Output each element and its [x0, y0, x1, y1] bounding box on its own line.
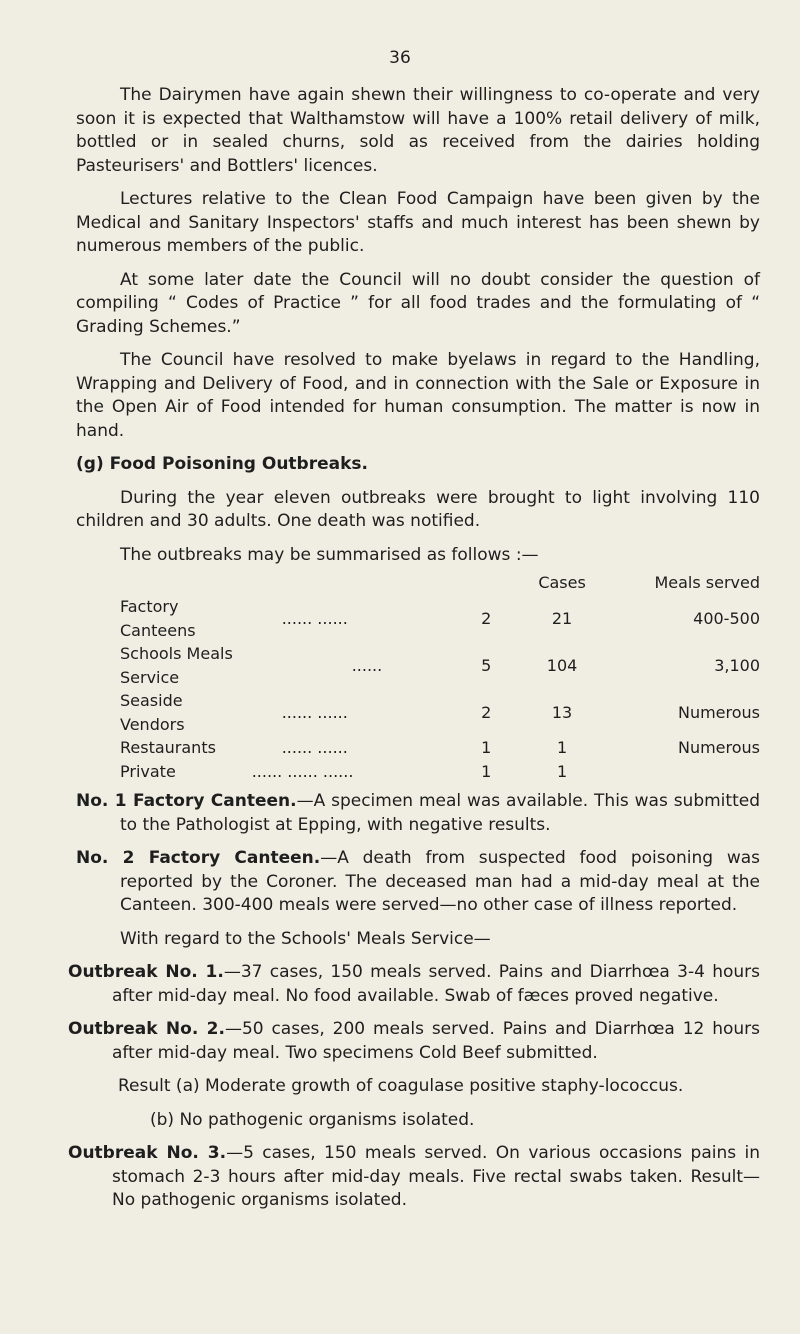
outbreaks-table [76, 571, 760, 784]
outbreak-3 [68, 1142, 760, 1213]
outbreak-label: Outbreak No. 2. [68, 1019, 225, 1039]
row-count: 2 [481, 702, 492, 722]
page-body [68, 84, 761, 1223]
row-name: Factory Canteens [120, 597, 196, 640]
note-label: No. 2 Factory Canteen. [76, 848, 321, 868]
table-row [76, 595, 760, 642]
row-count: 5 [481, 655, 492, 675]
header-meals-served: Meals served [654, 573, 760, 593]
row-meals: Numerous [677, 738, 760, 758]
row-count: 1 [481, 762, 492, 782]
table-row [76, 760, 760, 784]
note-factory-canteen-1 [76, 790, 760, 837]
outbreak-2 [68, 1018, 760, 1065]
row-cases: 104 [546, 655, 578, 675]
paragraph-schools-intro: With regard to the Schools' Meals Service— [120, 928, 491, 949]
table-row [76, 642, 760, 689]
row-meals: 400-500 [693, 608, 760, 628]
row-dots: ...... ...... [281, 608, 348, 628]
result-a: Result (a) Moderate growth of coagulase positive staphy-lococcus. [118, 1076, 684, 1096]
page-number: 36 [389, 48, 411, 68]
note-factory-canteen-2 [76, 847, 760, 918]
row-name: Private [120, 762, 176, 782]
result-b: (b) No pathogenic organisms isolated. [150, 1109, 475, 1130]
row-dots: ...... ...... [281, 702, 348, 722]
header-cases: Cases [538, 573, 586, 593]
paragraph-lectures: Lectures relative to the Clean Food Campaign have been given by the Medical and Sanitary Inspectors' staffs and much interest has been shewn by numerous members of the public. [76, 189, 760, 256]
row-dots: ...... [351, 655, 383, 675]
note-text: —A specimen meal was available. This was submitted to the Pathologist at Epping, with negative results. [120, 791, 760, 835]
row-dots: ...... ...... ...... [251, 762, 354, 782]
row-dots: ...... ...... [281, 738, 348, 758]
row-count: 1 [481, 738, 492, 758]
table-row [76, 736, 760, 760]
row-name: Seaside Vendors [120, 691, 185, 734]
outbreak-text: —5 cases, 150 meals served. On various occasions pains in stomach 2-3 hours after mid-day meals. Five rectal swabs taken. Result—No pathogenic organisms isolated. [112, 1143, 761, 1210]
row-meals: Numerous [677, 702, 760, 722]
paragraph-outbreaks-summary: During the year eleven outbreaks were brought to light involving 110 children and 30 adults. One death was notified. [76, 487, 760, 531]
section-heading: (g) Food Poisoning Outbreaks. [76, 454, 368, 474]
table-header-row [76, 571, 760, 595]
row-meals: 3,100 [714, 655, 760, 675]
row-name: Restaurants [120, 738, 216, 758]
paragraph-byelaws: The Council have resolved to make byelaws in regard to the Handling, Wrapping and Delivery of Food, and in connection with the Sale or Exposure in the Open Air of Food intended for human consumption. The matter is now in hand. [76, 350, 760, 441]
row-cases: 21 [551, 608, 573, 628]
paragraph-dairymen: The Dairymen have again shewn their willingness to co-operate and very soon it is expected that Walthamstow will have a 100% retail delivery of milk, bottled or in sealed churns, sold as received from the dairies holding Pasteurisers' and Bottlers' licences. [76, 85, 760, 176]
note-label: No. 1 Factory Canteen. [76, 791, 297, 811]
outbreak-text: —37 cases, 150 meals served. Pains and Diarrhœa 3-4 hours after mid-day meal. No food available. Swab of fæces proved negative. [112, 962, 760, 1006]
row-meals [606, 760, 760, 784]
row-cases: 1 [556, 762, 568, 782]
outbreak-label: Outbreak No. 1. [68, 962, 224, 982]
outbreak-label: Outbreak No. 3. [68, 1143, 227, 1163]
note-text: —A death from suspected food poisoning was reported by the Coroner. The deceased man had a mid-day meal at the Canteen. 300-400 meals were served—no other case of illness reported. [120, 848, 760, 915]
paragraph-table-intro: The outbreaks may be summarised as follows :— [120, 544, 539, 565]
row-name: Schools Meals Service [120, 644, 233, 687]
outbreak-1 [68, 961, 760, 1008]
row-count: 2 [481, 608, 492, 628]
paragraph-codes-of-practice: At some later date the Council will no doubt consider the question of compiling “ Codes of Practice ” for all food trades and the formulating of “ Grading Schemes.” [76, 269, 760, 337]
outbreak-text: —50 cases, 200 meals served. Pains and Diarrhœa 12 hours after mid-day meal. Two specimens Cold Beef submitted. [112, 1019, 760, 1063]
row-cases: 13 [551, 702, 573, 722]
table-row [76, 689, 760, 736]
row-cases: 1 [556, 738, 568, 758]
